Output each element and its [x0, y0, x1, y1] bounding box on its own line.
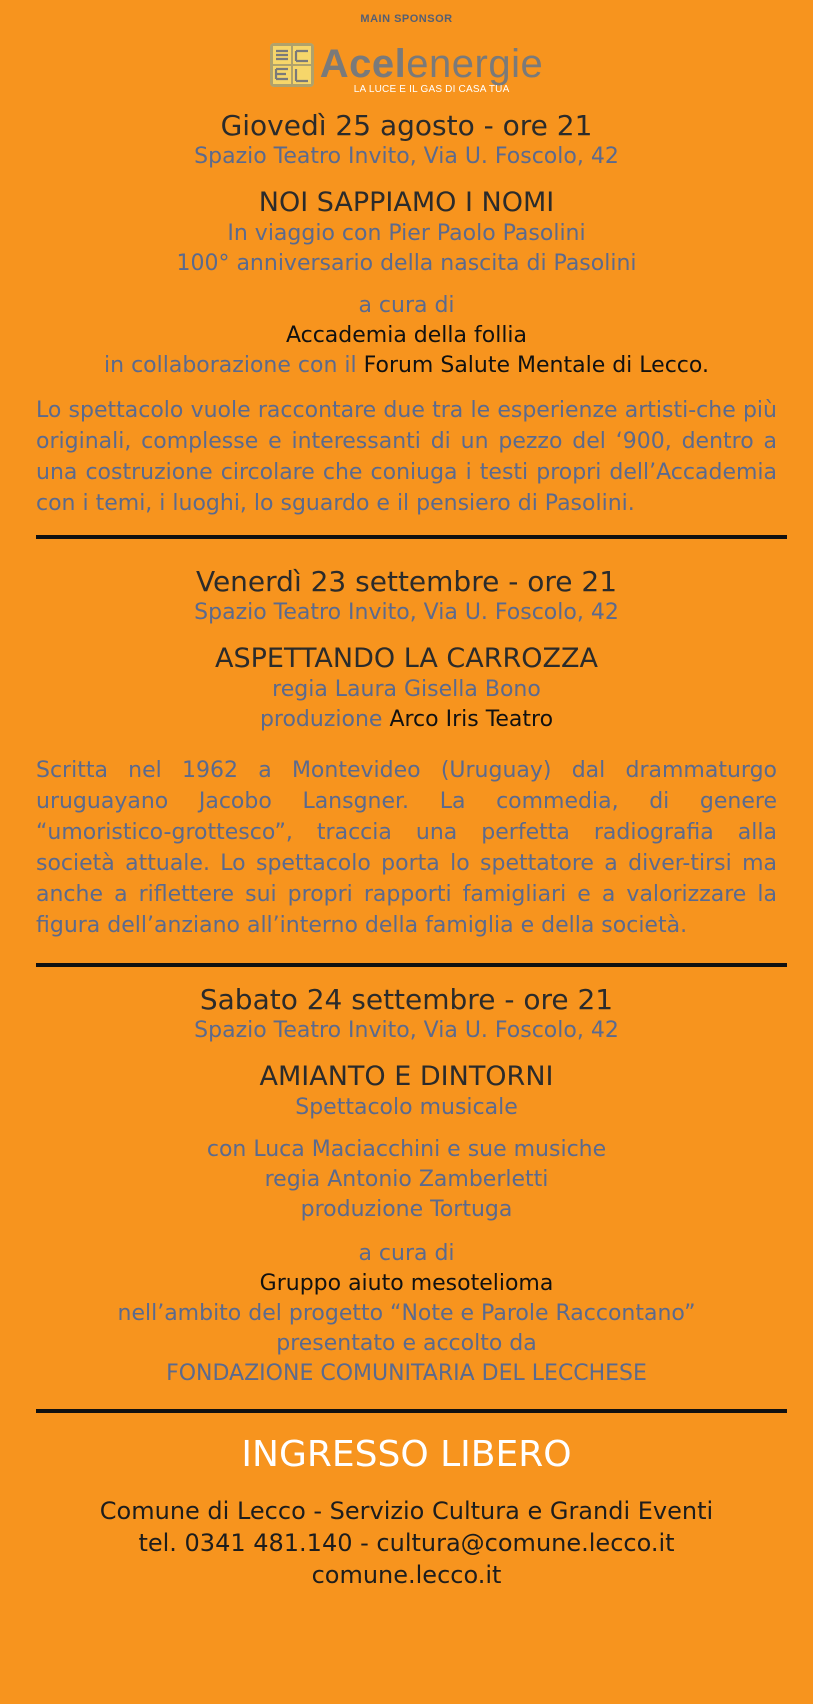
production-company: Arco Iris Teatro [389, 707, 554, 732]
event-title: ASPETTANDO LA CARROZZA [215, 643, 598, 674]
curated-by: Gruppo aiuto mesotelioma [259, 1271, 554, 1296]
sponsor-logo [0, 43, 813, 103]
event-date: Sabato 24 settembre - ore 21 [199, 983, 614, 1016]
curated-label: a cura di [358, 293, 455, 318]
footer [0, 1433, 813, 1591]
brand-light: energie [406, 42, 544, 86]
contact-line: tel. 0341 481.140 - cultura@comune.lecco.it [138, 1529, 675, 1557]
curated-by: Accademia della follia [285, 323, 528, 348]
event-subtitle: In viaggio con Pier Paolo Pasolini [227, 221, 586, 246]
event-1 [0, 109, 813, 519]
event-credit: produzione Tortuga [300, 1197, 513, 1222]
event-subtitle: Spettacolo musicale [295, 1095, 518, 1120]
event-date: Giovedì 25 agosto - ore 21 [220, 109, 593, 142]
foundation-name: FONDAZIONE COMUNITARIA DEL LECCHESE [166, 1361, 647, 1386]
presented-line: presentato e accolto da [276, 1331, 537, 1356]
section-divider [36, 535, 787, 539]
event-venue: Spazio Teatro Invito, Via U. Foscolo, 42 [194, 144, 619, 169]
brand-bold: Acel [319, 42, 407, 86]
sponsor-section [0, 0, 813, 103]
collaboration-line [0, 351, 813, 381]
event-credit: regia Antonio Zamberletti [264, 1167, 549, 1192]
event-date: Venerdì 23 settembre - ore 21 [195, 565, 618, 598]
event-director: regia Laura Gisella Bono [272, 677, 541, 702]
event-3 [0, 983, 813, 1389]
collab-label: in collaborazione con il [104, 353, 364, 378]
organizer-line: Comune di Lecco - Servizio Cultura e Grandi Eventi [99, 1497, 714, 1525]
collab-partner: Forum Salute Mentale di Lecco. [363, 353, 709, 378]
event-title: NOI SAPPIAMO I NOMI [258, 187, 555, 218]
section-divider [36, 963, 787, 967]
production-line [0, 705, 813, 735]
event-description: Scritta nel 1962 a Montevideo (Uruguay) dal drammaturgo uruguayano Jacobo Lansgner. La commedia, di genere “umoristico-grottesco”, traccia una perfetta radiografia alla società attuale. Lo spettacolo porta lo spettatore a diver-tirsi ma anche a riflettere sui propri rapporti famigliari e a valorizzare la figura dell’anziano all’interno della famiglia e della società. [36, 758, 777, 938]
free-entry-heading: INGRESSO LIBERO [241, 1434, 572, 1475]
event-credit: con Luca Maciacchini e sue musiche [206, 1137, 607, 1162]
brand-name [320, 43, 543, 85]
curated-label: a cura di [358, 1241, 455, 1266]
event-title: AMIANTO E DINTORNI [259, 1061, 554, 1092]
event-venue: Spazio Teatro Invito, Via U. Foscolo, 42 [194, 1018, 619, 1043]
brand-tagline: LA LUCE E IL GAS DI CASA TUA [353, 84, 510, 95]
event-subtitle: 100° anniversario della nascita di Pasolini [176, 251, 637, 276]
project-line: nell’ambito del progetto “Note e Parole Raccontano” [117, 1301, 696, 1326]
website-link[interactable]: comune.lecco.it [311, 1561, 502, 1589]
section-divider [36, 1409, 787, 1413]
production-label: produzione [259, 707, 390, 732]
event-venue: Spazio Teatro Invito, Via U. Foscolo, 42 [194, 600, 619, 625]
event-2 [0, 565, 813, 941]
acel-logo-icon [270, 43, 314, 87]
sponsor-label: MAIN SPONSOR [360, 13, 453, 25]
event-description: Lo spettacolo vuole raccontare due tra le esperienze artisti-che più originali, complesse e interessanti di un pezzo del ‘900, dentro a una costruzione circolare che coniuga i testi propri dell’Accademia con i temi, i luoghi, lo sguardo e il pensiero di Pasolini. [36, 398, 777, 516]
